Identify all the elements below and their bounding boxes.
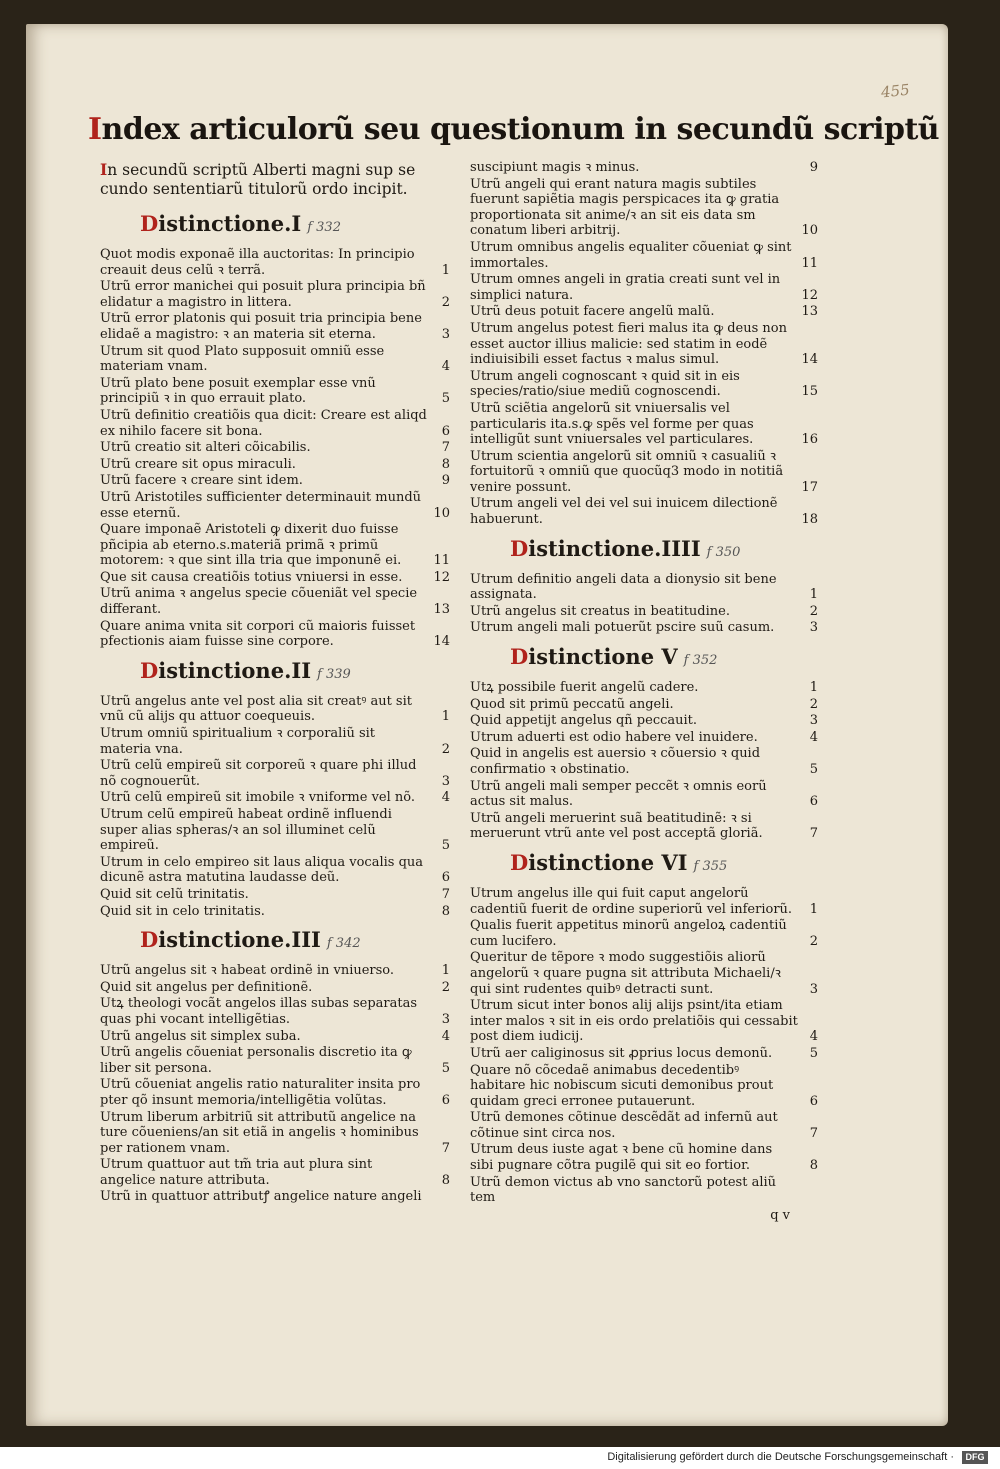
entry-text: Utrũ definitio creatiõis qua dicit: Creare est aliqd ex nihilo facere sit bona. [100, 407, 427, 439]
entry-number: 5 [809, 762, 818, 777]
entry-text: Utrũ creatio sit alteri cõicabilis. [100, 440, 311, 456]
right-column [470, 160, 820, 1223]
entry-text: Utrum angeli vel dei vel sui inuicem dilectionẽ habuerunt. [470, 496, 778, 528]
entry-text: Utrũ in quattuor attributꝭ angelice nature angeli [100, 1189, 422, 1205]
entry-text: Que sit causa creatiõis totius vniuersi in esse. [100, 569, 403, 585]
distinction-initial: D [510, 535, 529, 561]
entry-number: 2 [809, 696, 818, 712]
entry-number: 1 [441, 262, 450, 278]
distinction-title: istinctione.II [158, 657, 312, 683]
distinction-initial: D [140, 211, 159, 236]
index-entry [470, 160, 820, 176]
index-entry [100, 247, 452, 278]
entry-text: Utrum omnes angeli in gratia creati sunt vel in simplici natura. [470, 272, 781, 303]
entry-number: 2 [809, 933, 818, 949]
entry-number: 6 [809, 1093, 818, 1109]
distinction-heading [140, 925, 452, 959]
entry-text: Quid in angelis est auersio ꝛ cõuersio ꝛ quid confirmatio ꝛ obstinatio. [470, 746, 761, 777]
entry-text: Utrũ Aristotiles sufficienter determinauit mundũ esse eternũ. [100, 489, 422, 521]
entry-text: Qualis fuerit appetitus minorũ angeloꝝ cadentiũ cum lucifero. [470, 918, 787, 949]
index-entry [100, 807, 452, 854]
distinction-initial: D [140, 657, 159, 683]
entry-text: Utrũ plato bene posuit exemplar esse vnũ principiũ ꝛ in quo errauit plato. [100, 375, 376, 407]
entry-number: 4 [809, 1029, 818, 1045]
folio-mark: f 339 [317, 666, 351, 682]
distinction-heading [510, 848, 820, 882]
entry-text: Quid sit celũ trinitatis. [100, 886, 249, 902]
entry-text: Utrum aduerti est odio habere vel inuidere. [470, 729, 758, 745]
entry-text: Utrũ facere ꝛ creare sint idem. [100, 473, 303, 489]
page-header [88, 112, 939, 147]
entry-number: 6 [441, 870, 450, 886]
entry-text: Utrũ angelus sit simplex suba. [100, 1028, 301, 1044]
index-entry [100, 586, 452, 617]
index-entry [470, 746, 820, 777]
entry-text: Utrũ celũ empireũ sit imobile ꝛ vniforme vel nõ. [100, 790, 416, 806]
folio-mark: f 350 [706, 544, 741, 560]
index-entry [470, 604, 820, 620]
index-entry [470, 401, 820, 448]
entry-text: Quot modis exponaẽ illa auctoritas: In principio creauit deus celũ ꝛ terrã. [100, 247, 415, 278]
distinction-title: istinctione VI [528, 849, 688, 875]
index-entry [470, 886, 820, 917]
distinction-heading [510, 534, 820, 568]
footer-text: Digitalisierung gefördert durch die Deutsche Forschungsgemeinschaft · [607, 1451, 954, 1463]
entry-number: 7 [441, 440, 450, 456]
entry-text: Utrum liberum arbitriũ sit attributũ angelice na ture cõueniens/an sit etiã in angelis ꝛ hominibus per rationem vnam. [100, 1109, 419, 1156]
entry-text: suscipiunt magis ꝛ minus. [470, 160, 640, 175]
distinction-title: istinctione.I [158, 211, 302, 236]
entry-number: 1 [441, 963, 450, 979]
entry-text: Utrum celũ empireũ habeat ordinẽ influendi super alias spheras/ꝛ an sol illuminet celũ empireũ. [100, 807, 392, 854]
folio-mark: f 342 [326, 936, 361, 952]
entry-text: Utrũ error manichei qui posuit plura principia bñ elidatur a magistro in littera. [100, 279, 426, 310]
index-entry [470, 680, 820, 696]
index-entry [470, 1175, 820, 1206]
index-entry [470, 496, 820, 527]
entry-number: 7 [441, 886, 450, 902]
intro-initial: I [100, 160, 108, 179]
distinction-initial: D [510, 644, 529, 670]
index-entry [470, 304, 820, 320]
index-entry [100, 1157, 452, 1188]
entry-number: 3 [441, 1011, 450, 1027]
index-entry [470, 240, 820, 271]
entry-text: Utrũ angeli mali semper peccẽt ꝛ omnis eorũ actus sit malus. [470, 778, 767, 810]
entry-text: Utrum definitio angeli data a dionysio sit bene assignata. [470, 571, 777, 603]
entry-text: Queritur de tẽpore ꝛ modo suggestiõis aliorũ angelorũ ꝛ quare pugna sit attributa Michaeli/ꝛ qui sint rudentes quibꝰ detracti sunt. [470, 950, 781, 997]
index-entry [470, 779, 820, 810]
index-entry [100, 490, 452, 521]
entry-text: Utrũ angelis cõueniat personalis discretio ita ꝙ liber sit persona. [100, 1045, 412, 1076]
distinction-heading [140, 656, 452, 690]
entry-number: 1 [809, 901, 818, 917]
entry-text: Utrum sit quod Plato supposuit omniũ esse materiam vnam. [100, 343, 385, 375]
distinction-heading [140, 209, 452, 243]
index-entry [100, 440, 452, 456]
index-entry [470, 1046, 820, 1062]
entry-number: 12 [801, 287, 818, 303]
index-entry [100, 904, 452, 920]
folio-mark: f 352 [683, 653, 718, 669]
entry-text: Quare nõ cõcedaẽ animabus decedentibꝰ habitare hic nobiscum sicuti demonibus prout quidam greci erronee putauerunt. [470, 1062, 774, 1109]
entry-number: 12 [433, 569, 450, 585]
entry-text: Utrũ aer caliginosus sit ꝓprius locus demonũ. [470, 1045, 773, 1061]
entry-text: Utrũ demon victus ab vno sanctorũ potest aliũ tem [470, 1174, 777, 1206]
entry-text: Utrum angeli cognoscant ꝛ quid sit in eis species/ratio/siue mediũ cognoscendi. [470, 368, 740, 400]
entry-number: 2 [441, 741, 450, 757]
entry-text: Quid sit in celo trinitatis. [100, 903, 265, 919]
entry-number: 5 [441, 1060, 450, 1076]
entry-number: 7 [809, 1125, 818, 1141]
distinction-title: istinctione V [528, 644, 678, 670]
entry-number: 17 [801, 479, 818, 495]
entry-number: 6 [441, 1092, 450, 1108]
entry-text: Utrũ anima ꝛ angelus specie cõueniãt vel specie differant. [100, 586, 418, 618]
entry-number: 13 [433, 602, 450, 618]
index-entry [100, 963, 452, 979]
index-entry [100, 311, 452, 342]
folio-mark: f 355 [693, 858, 728, 874]
entry-number: 3 [809, 981, 818, 997]
index-entry [470, 449, 820, 496]
entry-number: 4 [441, 1028, 450, 1044]
entry-text: Utrum angelus ille qui fuit caput angelorũ cadentiũ fuerit de ordine superiorũ vel inferiorũ. [470, 885, 793, 917]
intro-paragraph [100, 160, 452, 199]
entry-text: Quid appetijt angelus qñ peccauit. [470, 713, 698, 729]
index-entry [470, 998, 820, 1045]
entry-number: 13 [801, 304, 818, 320]
index-entry [100, 726, 452, 757]
entry-number: 8 [441, 456, 450, 472]
entry-text: Utrum quattuor aut tm̃ tria aut plura sint angelice nature attributa. [100, 1157, 373, 1188]
index-entry [100, 522, 452, 569]
entry-text: Utrũ angelus sit creatus in beatitudine. [470, 603, 730, 619]
index-entry [470, 272, 820, 303]
index-entry [100, 980, 452, 996]
entry-text: Utrum omniũ spiritualium ꝛ corporaliũ sit materia vna. [100, 726, 376, 757]
index-entry [470, 918, 820, 949]
entry-number: 2 [441, 294, 450, 310]
header-initial: I [88, 112, 102, 147]
index-entry [470, 177, 820, 239]
digitization-footer [0, 1447, 1000, 1469]
entry-number: 4 [441, 359, 450, 375]
entry-number: 4 [809, 729, 818, 745]
dfg-logo: DFG [962, 1451, 988, 1464]
entry-number: 8 [809, 1158, 818, 1174]
folio-mark: f 332 [307, 220, 341, 235]
entry-number: 1 [441, 709, 450, 725]
index-entry [100, 887, 452, 903]
entry-number: 2 [441, 979, 450, 995]
entry-number: 1 [809, 680, 818, 696]
index-entry [100, 376, 452, 407]
entry-number: 3 [809, 713, 818, 729]
entry-number: 3 [809, 620, 818, 636]
signature-mark: q v [770, 1207, 790, 1223]
index-entry [100, 473, 452, 489]
entry-text: Utrũ angeli meruerint suã beatitudinẽ: ꝛ si meruerunt vtrũ ante vel post acceptã gloriã. [470, 810, 763, 842]
entry-text: Utrũ angeli qui erant natura magis subtiles fuerunt sapiẽtia magis perspicaces ita ꝙ gratia proportionata sit anime/ꝛ an sit eis data sm conatum liberi arbitrij. [470, 176, 780, 239]
entry-number: 10 [801, 223, 818, 239]
index-entry [100, 855, 452, 886]
index-entry [100, 996, 452, 1027]
entry-number: 15 [801, 384, 818, 400]
entry-text: Utrum in celo empireo sit laus aliqua vocalis qua dicunẽ astra matutina laudasse deũ. [100, 854, 424, 886]
entry-text: Utrum omnibus angelis equaliter cõueniat ꝙ sint immortales. [470, 239, 792, 271]
entry-text: Utrũ creare sit opus miraculi. [100, 456, 296, 472]
index-entry [470, 730, 820, 746]
index-entry [100, 457, 452, 473]
index-entry [470, 369, 820, 400]
header-text: ndex articulorũ seu questionum in secundũ scriptũ [101, 112, 940, 147]
index-entry [470, 1110, 820, 1141]
entry-text: Utꝝ theologi vocãt angelos illas subas separatas quas phi vocant intelligẽtias. [100, 996, 418, 1027]
entry-number: 1 [809, 587, 818, 603]
entry-number: 10 [433, 505, 450, 521]
entry-number: 6 [809, 794, 818, 810]
entry-text: Utꝝ possibile fuerit angelũ cadere. [470, 680, 699, 696]
entry-text: Utrũ error platonis qui posuit tria principia bene elidaẽ a magistro: ꝛ an materia sit eterna. [100, 311, 422, 342]
entry-number: 11 [433, 553, 450, 569]
index-entry [100, 619, 452, 650]
entry-number: 11 [801, 255, 818, 271]
entry-number: 5 [441, 838, 450, 854]
entry-text: Utrũ demones cõtinue descẽdãt ad infernũ aut cõtinue sint circa nos. [470, 1110, 778, 1141]
index-entry [470, 950, 820, 997]
index-entry [470, 620, 820, 636]
entry-number: 5 [809, 1045, 818, 1061]
entry-number: 3 [441, 773, 450, 789]
entry-text: Utrũ angelus ante vel post alia sit creatꝰ aut sit vnũ cũ alijs qu attuor coequeuis. [100, 693, 412, 725]
entry-text: Utrum angelus potest fieri malus ita ꝙ deus non esset auctor illius malicie: sed statim in eodẽ indiuisibili esset factus ꝛ malus simul. [470, 320, 787, 368]
entry-number: 7 [441, 1140, 450, 1156]
entry-number: 9 [441, 473, 450, 489]
entry-number: 18 [801, 512, 818, 528]
distinction-initial: D [140, 927, 159, 953]
entry-number: 14 [433, 634, 450, 650]
distinction-initial: D [510, 849, 529, 875]
index-entry [100, 344, 452, 375]
entry-number: 2 [809, 603, 818, 619]
entry-text: Quare imponaẽ Aristoteli ꝙ dixerit duo fuisse pñcipia ab eterno.s.materiã primã ꝛ primũ motorem: ꝛ que sint illa tria que imponunẽ ei. [100, 522, 402, 569]
entry-text: Quid sit angelus per definitionẽ. [100, 979, 313, 995]
index-entry [100, 1045, 452, 1076]
index-entry [100, 570, 452, 586]
entry-text: Utrũ deus potuit facere angelũ malũ. [470, 304, 715, 320]
entry-number: 8 [441, 903, 450, 919]
index-entry [470, 1142, 820, 1173]
index-entry [100, 1029, 452, 1045]
entry-text: Utrum sicut inter bonos alij alijs psint/ita etiam inter malos ꝛ sit in eis ordo prelatiõis qui cessabit post diem iudicij. [470, 998, 798, 1045]
folio-note: 455 [880, 80, 911, 102]
index-entry [100, 1189, 452, 1205]
intro-text: n secundũ scriptũ Alberti magni sup se cundo sententiarũ titulorũ ordo incipit. [100, 161, 416, 198]
entry-text: Utrũ celũ empireũ sit corporeũ ꝛ quare phi illud nõ cognouerũt. [100, 758, 417, 789]
entry-text: Quod sit primũ peccatũ angeli. [470, 696, 674, 712]
entry-text: Utrum scientia angelorũ sit omniũ ꝛ casualiũ ꝛ fortuitorũ ꝛ omniũ que quocũq3 modo in notitiã venire possunt. [470, 448, 784, 495]
index-entry [470, 811, 820, 842]
entry-number: 4 [441, 790, 450, 806]
book-page [26, 24, 948, 1426]
entry-text: Utrũ cõueniat angelis ratio naturaliter insita pro pter qõ insunt memoria/intelligẽtia volũtas. [100, 1077, 421, 1108]
right-distinctions [470, 534, 820, 1206]
index-entry [470, 697, 820, 713]
entry-number: 5 [441, 391, 450, 407]
index-entry [100, 279, 452, 310]
index-entry [470, 713, 820, 729]
entry-number: 8 [441, 1172, 450, 1188]
left-distinctions [100, 209, 452, 1205]
entry-text: Utrũ angelus sit ꝛ habeat ordinẽ in vniuerso. [100, 963, 395, 979]
index-entry [100, 758, 452, 789]
index-entry [100, 790, 452, 806]
entry-text: Utrũ sciẽtia angelorũ sit vniuersalis vel particularis ita.s.ꝙ spẽs vel forme per quas intelligũt sunt vniuersales vel particulares. [470, 400, 754, 448]
right-continued-items [470, 160, 820, 528]
entry-number: 6 [441, 423, 450, 439]
distinction-heading [510, 642, 820, 676]
index-entry [100, 694, 452, 725]
index-entry [100, 1077, 452, 1108]
entry-number: 16 [801, 432, 818, 448]
entry-text: Utrum deus iuste agat ꝛ bene cũ homine dans sibi pugnare cõtra pugilẽ qui sit eo fortior. [470, 1142, 773, 1174]
entry-number: 14 [801, 352, 818, 368]
left-column [100, 160, 452, 1206]
entry-text: Utrum angeli mali potuerũt pscire suũ casum. [470, 620, 775, 636]
entry-text: Quare anima vnita sit corpori cũ maioris fuisset pfectionis aiam fuisse sine corpore. [100, 618, 416, 650]
distinction-title: istinctione.III [158, 927, 321, 953]
index-entry [470, 1063, 820, 1110]
index-entry [470, 572, 820, 603]
entry-number: 9 [809, 160, 818, 175]
entry-number: 7 [809, 826, 818, 842]
index-entry [470, 321, 820, 368]
index-entry [100, 1110, 452, 1157]
index-entry [100, 408, 452, 439]
entry-number: 3 [441, 326, 450, 342]
distinction-title: istinctione.IIII [528, 535, 701, 561]
